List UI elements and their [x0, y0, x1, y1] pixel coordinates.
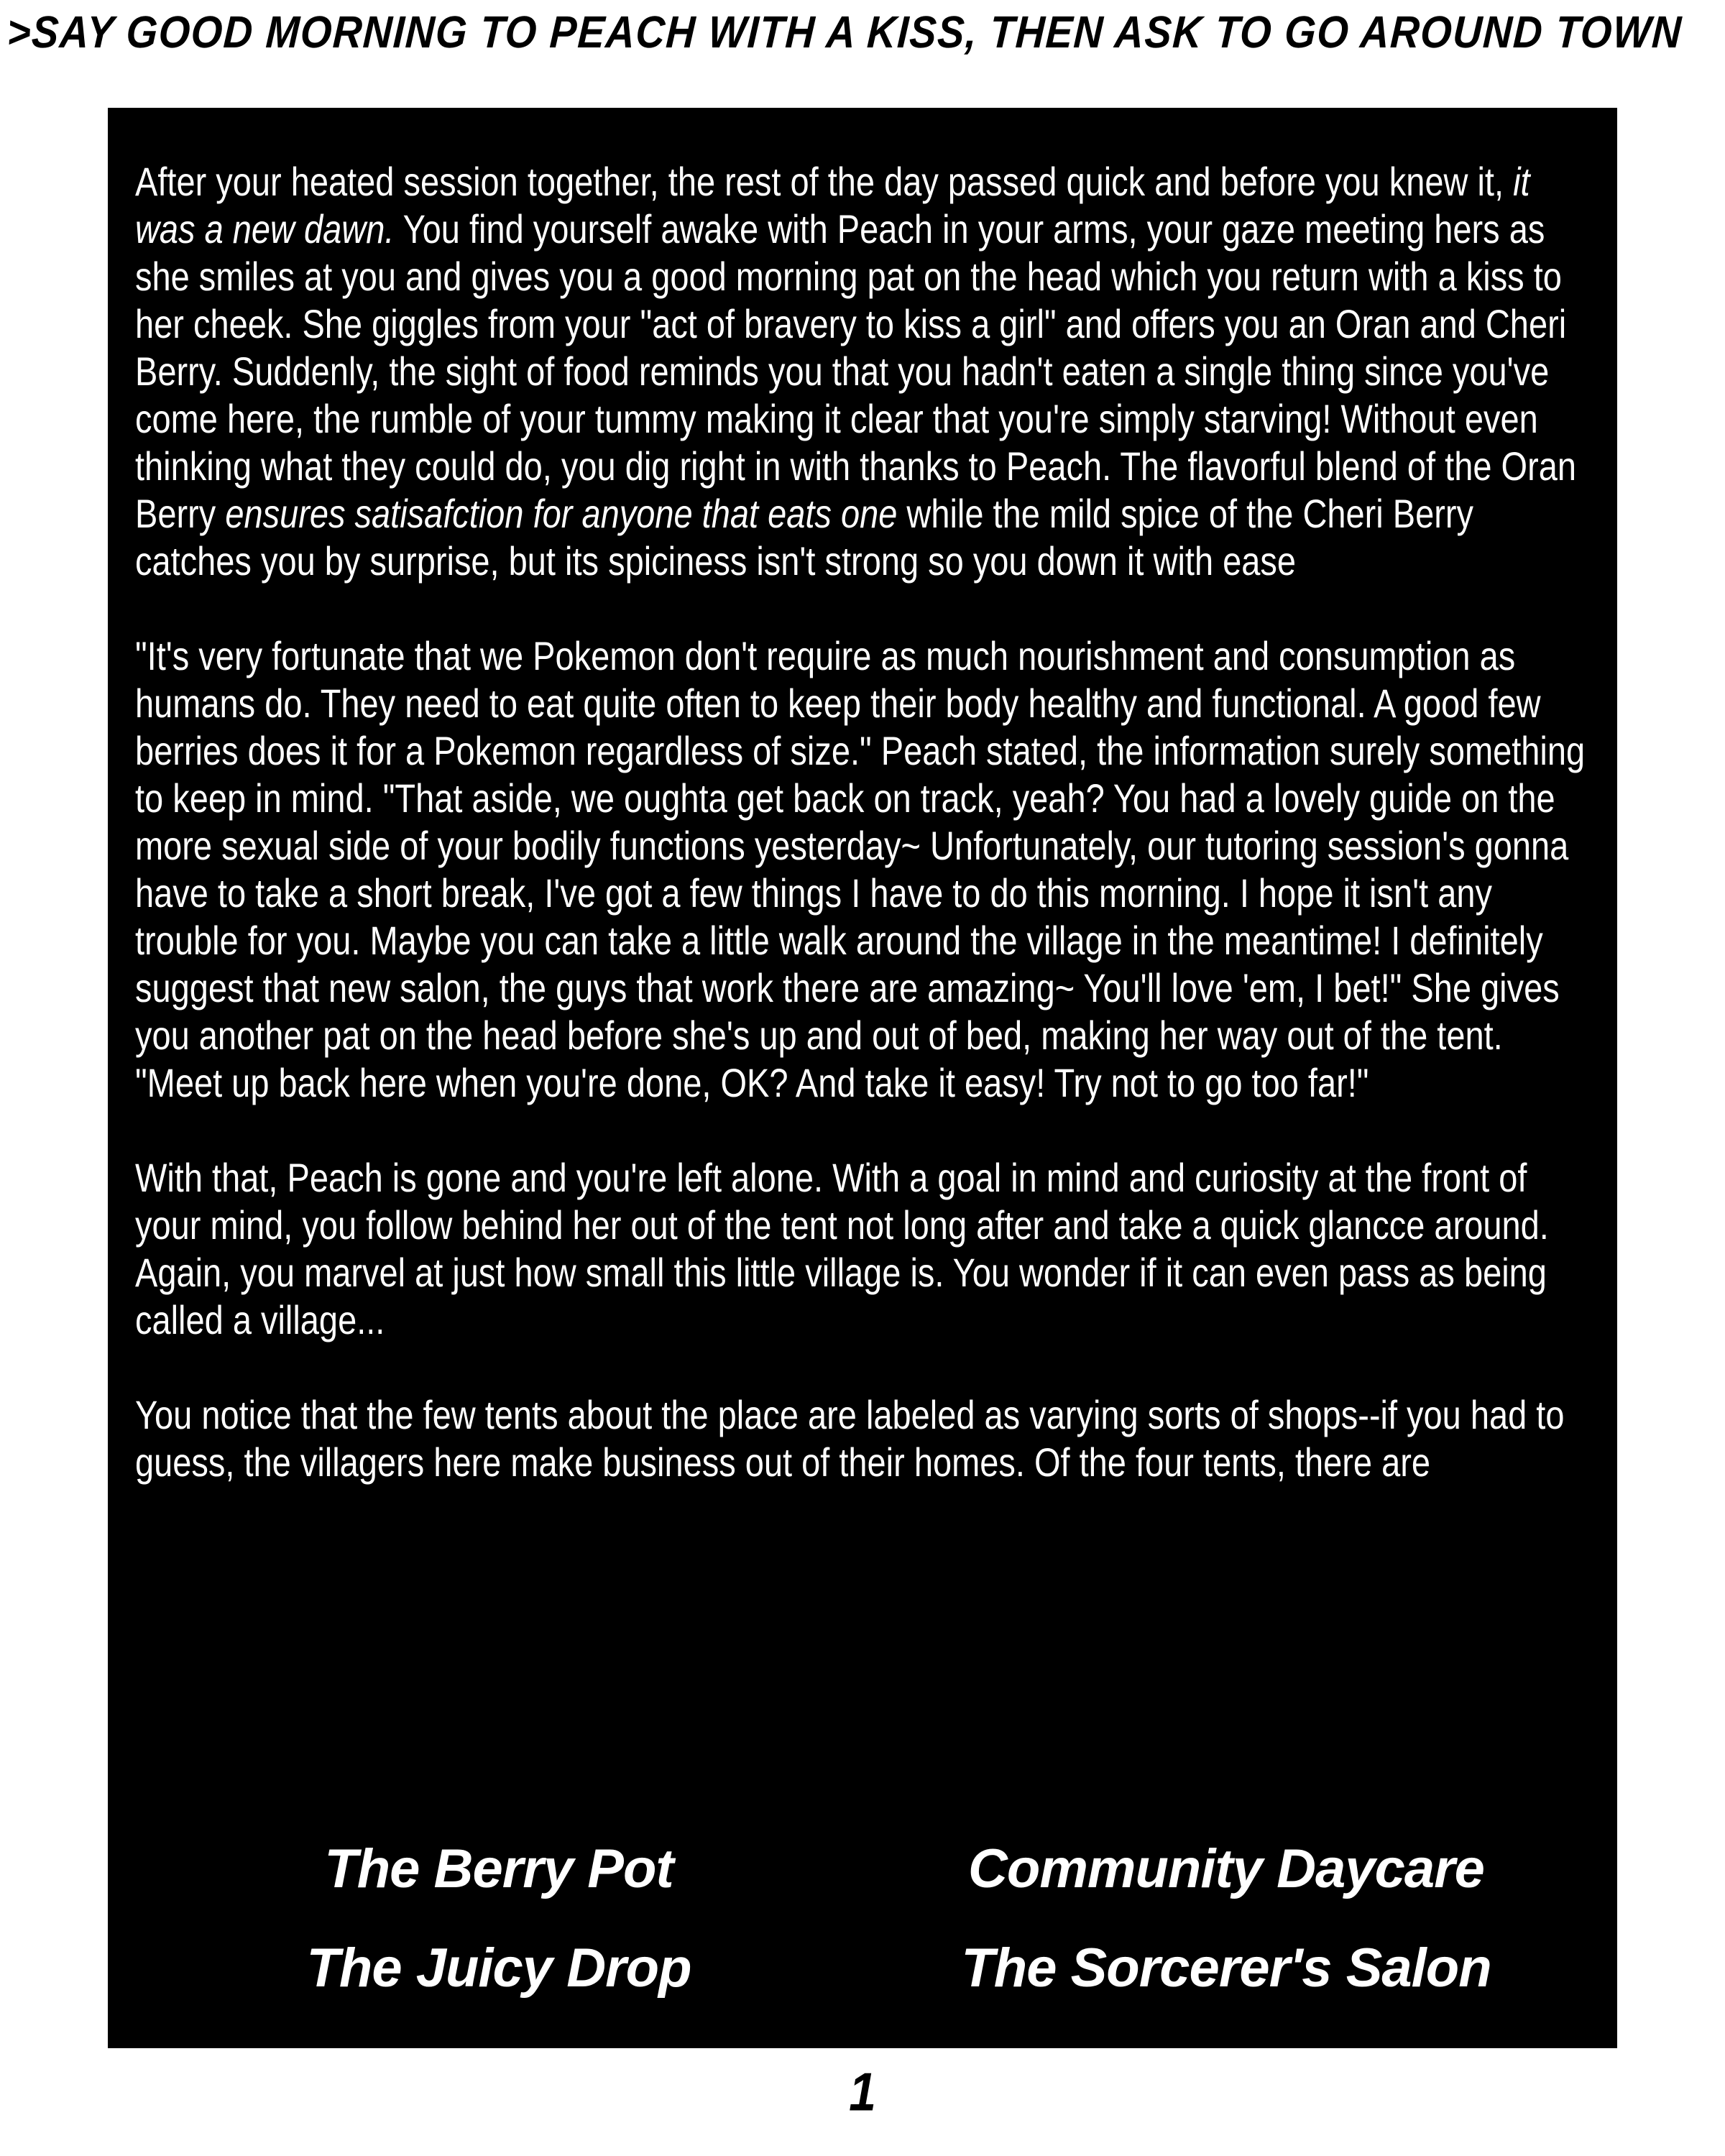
story-paragraph	[135, 632, 1590, 1107]
page-footer	[0, 2064, 1725, 2120]
shop-name-berry-pot: The Berry Pot	[324, 1838, 673, 1899]
story-text	[135, 158, 1590, 1486]
shop-name-sorcerers-salon: The Sorcerer's Salon	[961, 1938, 1491, 1999]
text-run: After your heated session together, the rest of the day passed quick and before you knew it,	[135, 159, 1514, 204]
story-paragraph	[135, 158, 1590, 585]
shop-name-juicy-drop: The Juicy Drop	[306, 1938, 691, 1999]
story-panel	[108, 108, 1617, 2048]
command-text: >SAY GOOD MORNING TO PEACH WITH A KISS, THEN ASK TO GO AROUND TOWN	[6, 6, 1684, 57]
text-run: With that, Peach is gone and you're left alone. With a goal in mind and curiosity at the front of your mind, you follow behind her out of the tent not long after and take a quick glancce around. Again, you marvel at just how small this little village is. You wonder if it can even pass as being called a village...	[135, 1155, 1549, 1342]
text-run: it was a new dawn.	[135, 159, 1530, 252]
shop-name-community-daycare: Community Daycare	[968, 1838, 1484, 1899]
story-paragraph	[135, 1391, 1590, 1486]
text-run: You find yourself awake with Peach in your arms, your gaze meeting hers as she smiles at you and gives you a good morning pat on the head which you return with a kiss to her cheek. She giggles from your "act of bravery to kiss a girl" and offers you an Oran and Cheri Berry. Suddenly, the sight of food reminds you that you hadn't eaten a single thing since you've come here, the rumble of your tummy making it clear that you're simply starving! Without even thinking what they could do, you dig right in with thanks to Peach. The flavorful blend of the Oran Berry	[135, 206, 1576, 536]
text-run: "It's very fortunate that we Pokemon don't require as much nourishment and consumption as humans do. They need to eat quite often to keep their body healthy and functional. A good few berries does it for a Pokemon regardless of size." Peach stated, the information surely something to keep in mind. "That aside, we oughta get back on track, yeah? You had a lovely guide on the more sexual side of your bodily functions yesterday~ Unfortunately, our tutoring session's gonna have to take a short break, I've got a few things I have to do this morning. I hope it isn't any trouble for you. Maybe you can take a little walk around the village in the meantime! I definitely suggest that new salon, the guys that work there are amazing~ You'll love 'em, I bet!" She gives you another pat on the head before she's up and out of bed, making her way out of the tent. "Meet up back here when you're done, OK? And take it easy! Try not to go too far!"	[135, 633, 1586, 1105]
shop-list	[135, 1840, 1590, 1998]
text-run: ensures satisafction for anyone that eats one	[225, 491, 898, 536]
story-paragraph	[135, 1154, 1590, 1344]
text-run: You notice that the few tents about the place are labeled as varying sorts of shops--if you had to guess, the villagers here make business out of their homes. Of the four tents, there are	[135, 1392, 1565, 1485]
text-run: while the mild spice of the Cheri Berry catches you by surprise, but its spiciness isn't strong so you down it with ease	[135, 491, 1474, 584]
page-number: 1	[849, 2062, 876, 2122]
command-header	[6, 6, 1719, 58]
